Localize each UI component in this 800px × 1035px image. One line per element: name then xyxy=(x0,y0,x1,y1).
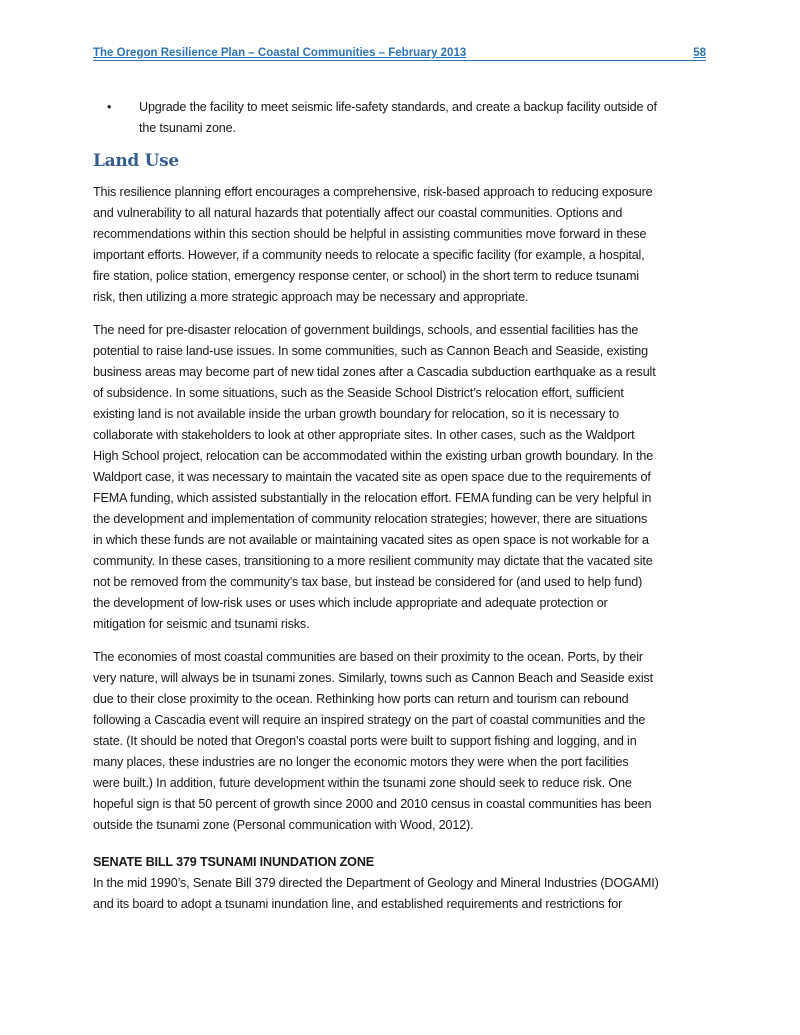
page-body xyxy=(93,97,713,927)
paragraph-2 xyxy=(93,320,713,635)
running-header xyxy=(93,47,706,61)
page-number: 58 xyxy=(693,47,706,59)
bullet-item xyxy=(93,97,713,139)
text-line: High School project, relocation can be accommodated within the existing urban growth boundary. In the xyxy=(93,449,654,463)
text-line: FEMA funding, which assisted substantially in the relocation effort. FEMA funding can be very helpful in xyxy=(93,491,652,505)
text-line: very nature, will always be in tsunami zones. Similarly, towns such as Cannon Beach and Seaside exist xyxy=(93,671,654,685)
text-line: outside the tsunami zone (Personal communication with Wood, 2012). xyxy=(93,818,474,832)
text-line: Waldport case, it was necessary to maintain the vacated site as open space due to the requirements of xyxy=(93,470,651,484)
text-line: the tsunami zone. xyxy=(139,121,236,135)
text-line: the development of low-risk uses or uses which include appropriate and adequate protection or xyxy=(93,596,608,610)
text-line: risk, then utilizing a more strategic approach may be necessary and appropriate. xyxy=(93,290,529,304)
text-line: of subsidence. In some situations, such as the Seaside School District’s relocation effort, sufficient xyxy=(93,386,624,400)
text-line: not be removed from the community’s tax base, but instead be considered for (and used to help fund) xyxy=(93,575,643,589)
text-line: and vulnerability to all natural hazards that potentially affect our coastal communities. Options and xyxy=(93,206,623,220)
text-line: state. (It should be noted that Oregon’s coastal ports were built to support fishing and logging, and in xyxy=(93,734,637,748)
paragraph-4 xyxy=(93,873,713,915)
text-line: fire station, police station, emergency response center, or school) in the short term to reduce tsunami xyxy=(93,269,639,283)
text-line: hopeful sign is that 50 percent of growth since 2000 and 2010 census in coastal communities has been xyxy=(93,797,652,811)
text-line: mitigation for seismic and tsunami risks. xyxy=(93,617,310,631)
text-line: the development and implementation of community relocation strategies; however, there are situations xyxy=(93,512,648,526)
text-line: In the mid 1990’s, Senate Bill 379 directed the Department of Geology and Mineral Industries (DOGAMI) xyxy=(93,876,659,890)
text-line: potential to raise land-use issues. In some communities, such as Cannon Beach and Seaside, existing xyxy=(93,344,648,358)
text-line: in which these funds are not available or maintaining vacated sites as open space is not workable for a xyxy=(93,533,649,547)
text-line: The economies of most coastal communities are based on their proximity to the ocean. Ports, by their xyxy=(93,650,643,664)
text-line: business areas may become part of new tidal zones after a Cascadia subduction earthquake as a result xyxy=(93,365,656,379)
text-line: following a Cascadia event will require an inspired strategy on the part of coastal communities and the xyxy=(93,713,646,727)
text-line: existing land is not available inside the urban growth boundary for relocation, so it is necessary to xyxy=(93,407,619,421)
paragraph-3 xyxy=(93,647,713,836)
text-line: important efforts. However, if a community needs to relocate a specific facility (for example, a hospital, xyxy=(93,248,645,262)
text-line: recommendations within this section should be helpful in assisting communities move forward in these xyxy=(93,227,647,241)
text-line: Upgrade the facility to meet seismic life-safety standards, and create a backup facility outside of xyxy=(139,100,657,114)
subheading: SENATE BILL 379 TSUNAMI INUNDATION ZONE xyxy=(93,855,375,869)
text-line: were built.) In addition, future development within the tsunami zone should seek to reduce risk. One xyxy=(93,776,632,790)
text-line: collaborate with stakeholders to look at other appropriate sites. In other cases, such as the Waldport xyxy=(93,428,635,442)
text-line: community. In these cases, transitioning to a more resilient community may dictate that the vacated site xyxy=(93,554,653,568)
header-title: The Oregon Resilience Plan – Coastal Communities – February 2013 xyxy=(93,47,467,59)
text-line: and its board to adopt a tsunami inundation line, and established requirements and restrictions for xyxy=(93,897,623,911)
paragraph-1 xyxy=(93,182,713,308)
text-line: The need for pre-disaster relocation of government buildings, schools, and essential facilities has the xyxy=(93,323,639,337)
text-line: many places, these industries are no longer the economic motors they were when the port facilities xyxy=(93,755,629,769)
bullet-icon: • xyxy=(107,100,112,114)
section-heading: Land Use xyxy=(93,151,179,171)
text-line: due to their close proximity to the ocean. Rethinking how ports can return and tourism can rebound xyxy=(93,692,629,706)
text-line: This resilience planning effort encourages a comprehensive, risk-based approach to reducing exposure xyxy=(93,185,653,199)
